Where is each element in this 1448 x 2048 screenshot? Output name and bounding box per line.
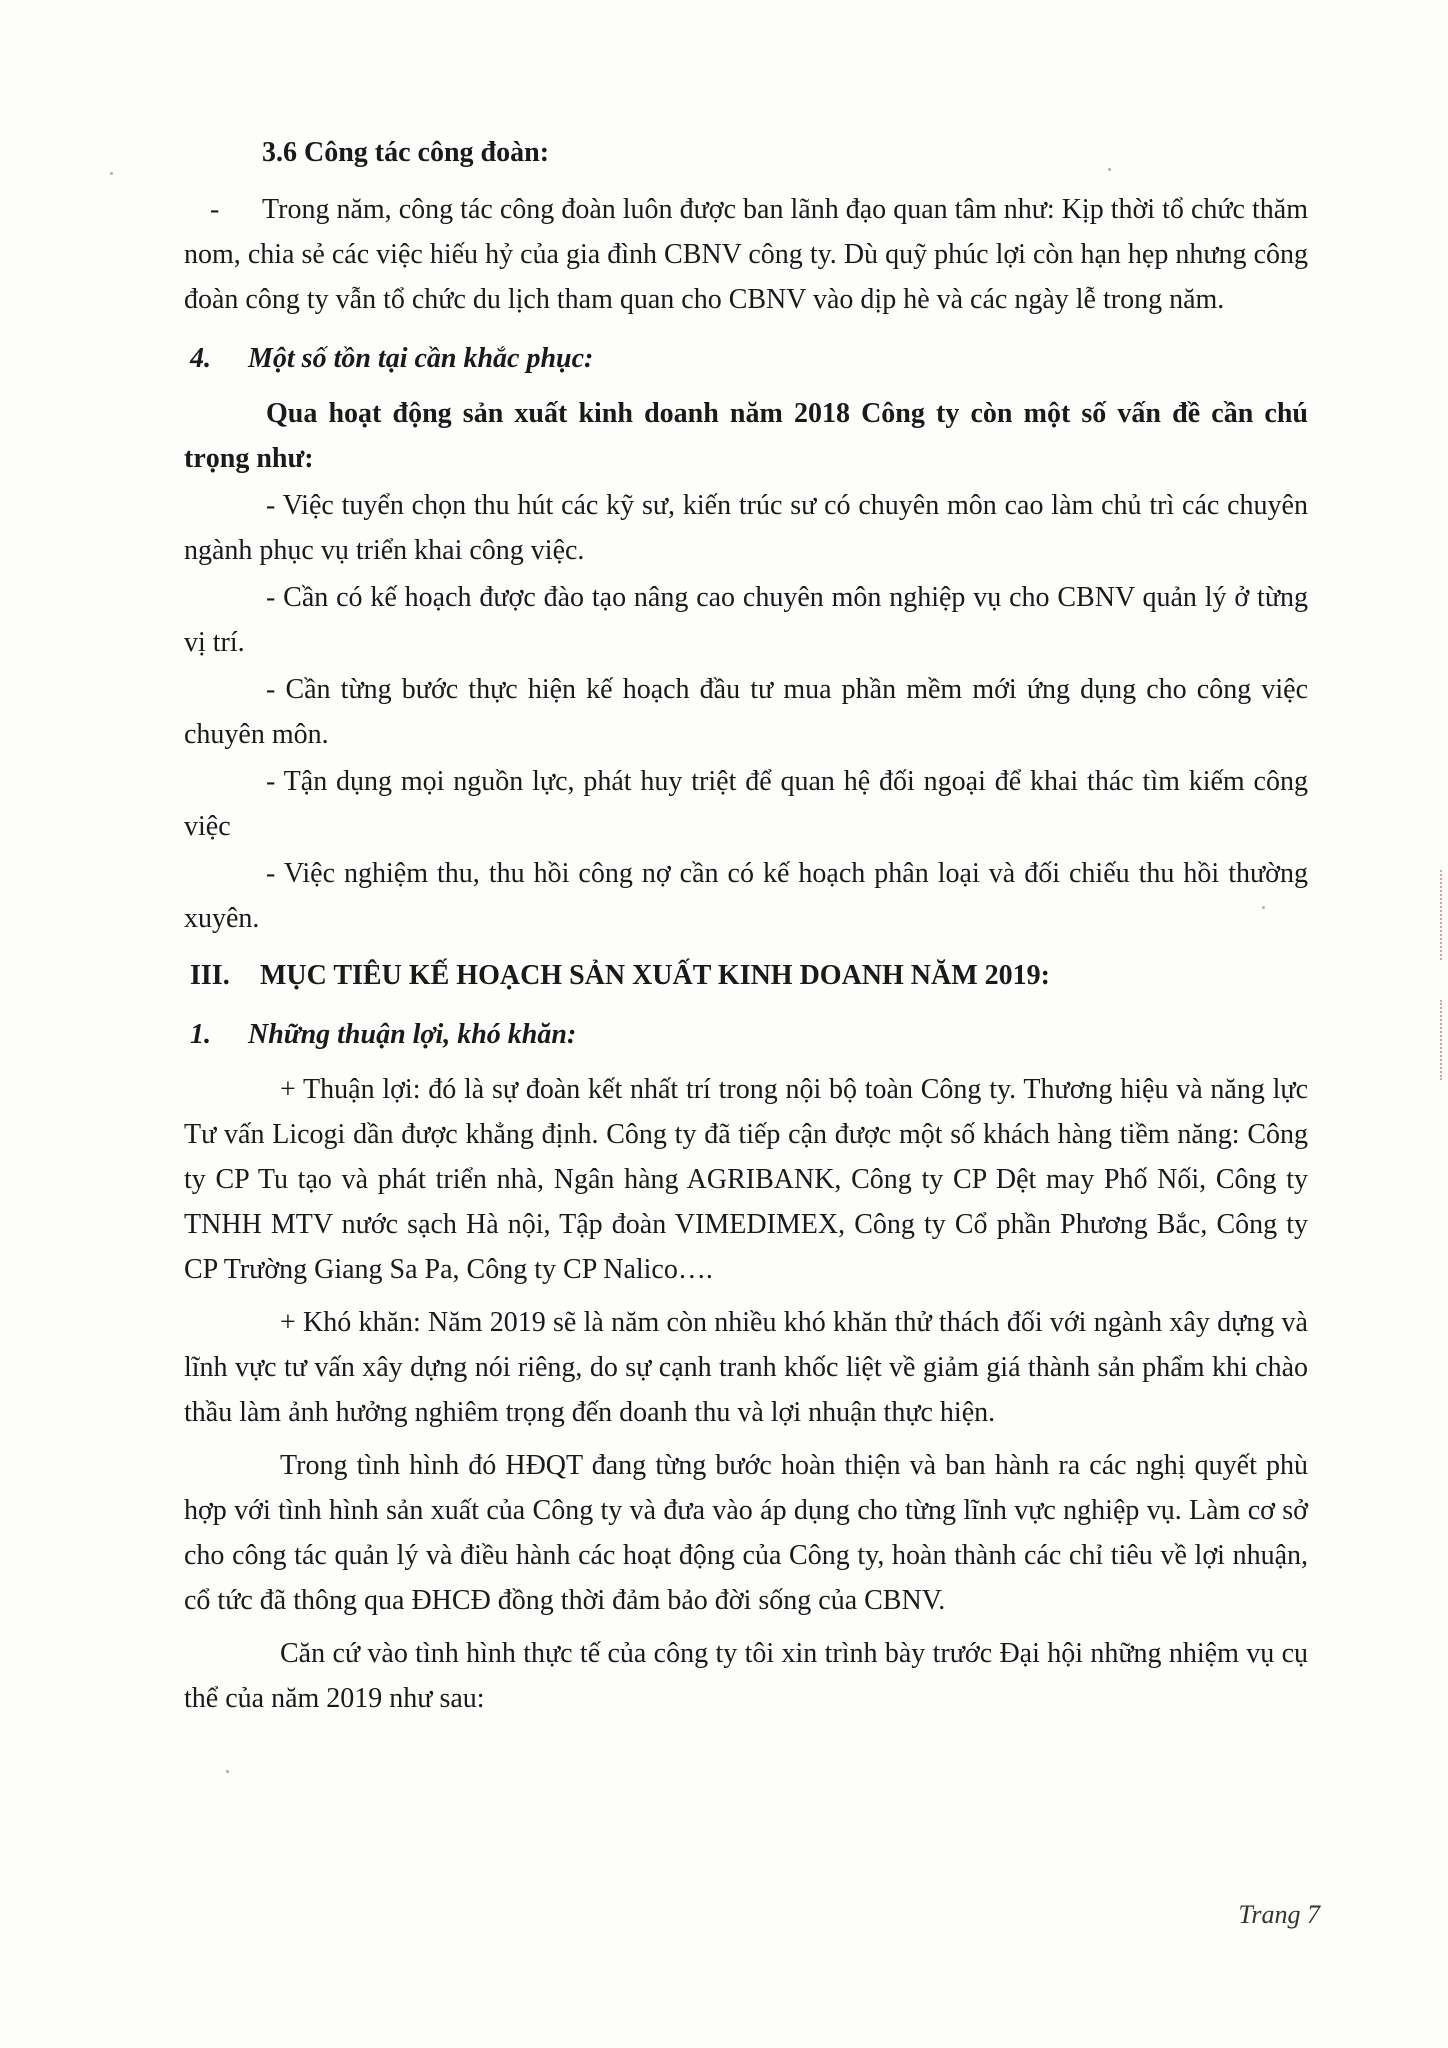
section-heading-1 [190,1012,1308,1057]
advantages-paragraph: + Thuận lợi: đó là sự đoàn kết nhất trí trong nội bộ toàn Công ty. Thương hiệu và năng lực Tư vấn Licogi dần được khẳng định. Công ty đã tiếp cận được một số khách hàng tiềm năng: Công ty CP Tu tạo và phát triển nhà, Ngân hàng AGRIBANK, Công ty CP Dệt may Phố Nối, Công ty TNHH MTV nước sạch Hà nội, Tập đoàn VIMEDIMEX, Công ty Cổ phần Phương Bắc, Công ty CP Trường Giang Sa Pa, Công ty CP Nalico…. [184,1074,1308,1285]
seal-edge-mark [1404,870,1442,960]
shortcoming-item: - Cần từng bước thực hiện kế hoạch đầu tư mua phần mềm mới ứng dụng cho công việc chuyên môn. [184,674,1308,750]
scan-speck [226,1770,229,1773]
section-heading-III [190,953,1308,998]
seal-edge-mark [1404,1000,1442,1080]
union-work-text: Trong năm, công tác công đoàn luôn được ban lãnh đạo quan tâm như: Kịp thời tổ chức thăm nom, chia sẻ các việc hiếu hỷ của gia đình CBNV công ty. Dù quỹ phúc lợi còn hạn hẹp nhưng công đoàn công ty vẫn tổ chức du lịch tham quan cho CBNV vào dịp hè và các ngày lễ trong năm. [184,194,1308,315]
section-title: Một số tồn tại cần khắc phục: [248,343,594,374]
section-number: III. [190,960,230,991]
section-number: 4. [190,343,211,374]
shortcoming-item: - Cần có kế hoạch được đào tạo nâng cao chuyên môn nghiệp vụ cho CBNV quản lý ở từng vị trí. [184,582,1308,658]
page-number: Trang 7 [1238,1900,1320,1929]
scan-speck [1108,168,1111,171]
shortcomings-intro: Qua hoạt động sản xuất kinh doanh năm 2018 Công ty còn một số vấn đề cần chú trọng như: [184,398,1308,474]
section-title: Những thuận lợi, khó khăn: [248,1019,577,1050]
shortcoming-item: - Việc tuyển chọn thu hút các kỹ sư, kiến trúc sư có chuyên môn cao làm chủ trì các chuyên ngành phục vụ triển khai công việc. [184,490,1308,566]
tasks-intro-paragraph: Căn cứ vào tình hình thực tế của công ty tôi xin trình bày trước Đại hội những nhiệm vụ cụ thể của năm 2019 như sau: [184,1638,1308,1714]
dash-marker: - [210,194,220,225]
section-title: MỤC TIÊU KẾ HOẠCH SẢN XUẤT KINH DOANH NĂM 2019: [260,960,1051,991]
subsection-heading-3-6: 3.6 Công tác công đoàn: [262,137,550,168]
board-actions-paragraph: Trong tình hình đó HĐQT đang từng bước hoàn thiện và ban hành ra các nghị quyết phù hợp với tình hình sản xuất của Công ty và đưa vào áp dụng cho từng lĩnh vực nghiệp vụ. Làm cơ sở cho công tác quản lý và điều hành các hoạt động của Công ty, hoàn thành các chỉ tiêu về lợi nhuận, cổ tức đã thông qua ĐHCĐ đồng thời đảm bảo đời sống của CBNV. [184,1450,1308,1616]
section-heading-4 [190,336,1308,381]
shortcoming-item: - Việc nghiệm thu, thu hồi công nợ cần có kế hoạch phân loại và đối chiếu thu hồi thường xuyên. [184,858,1308,934]
section-number: 1. [190,1019,211,1050]
scan-speck [110,172,113,175]
scan-speck [1262,906,1265,909]
difficulties-paragraph: + Khó khăn: Năm 2019 sẽ là năm còn nhiều khó khăn thử thách đối với ngành xây dựng và lĩnh vực tư vấn xây dựng nói riêng, do sự cạnh tranh khốc liệt về giảm giá thành sản phẩm khi chào thầu làm ảnh hưởng nghiêm trọng đến doanh thu và lợi nhuận thực hiện. [184,1307,1308,1428]
page-body [184,130,1308,1729]
union-work-paragraph [184,187,1308,322]
shortcoming-item: - Tận dụng mọi nguồn lực, phát huy triệt để quan hệ đối ngoại để khai thác tìm kiếm công việc [184,766,1308,842]
